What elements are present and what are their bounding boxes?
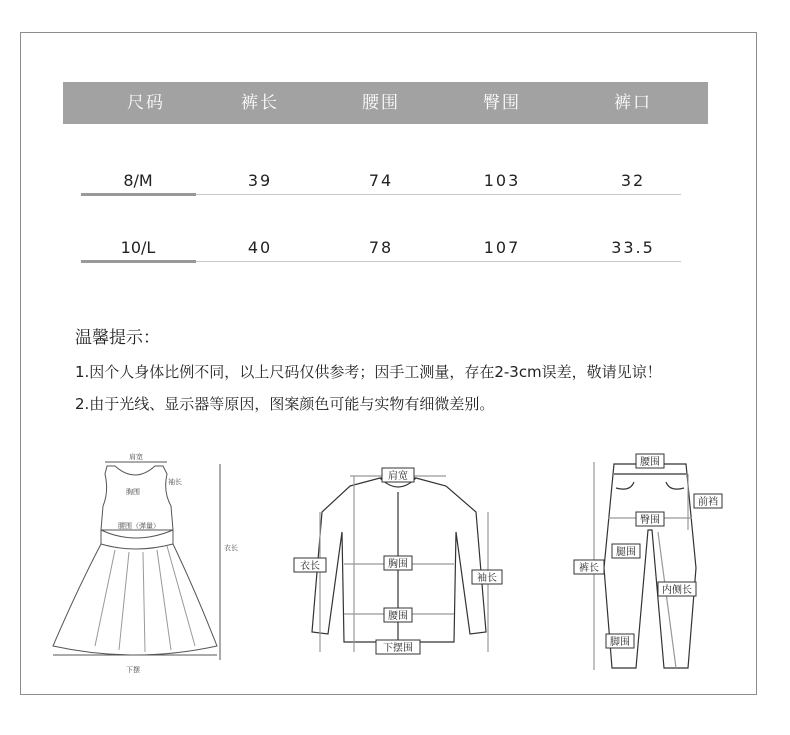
row-accent-line (81, 193, 196, 196)
dress-chest-label: 胸围 (126, 488, 140, 496)
row-divider (196, 194, 681, 195)
pants-diagram (570, 448, 730, 676)
header-length: 裤长 (241, 93, 279, 113)
dress-diagram (45, 450, 245, 678)
shirt-sleeve-label: 袖长 (477, 573, 497, 584)
row-divider (196, 261, 681, 262)
tips-title: 温馨提示： (75, 328, 160, 348)
row-accent-line (81, 260, 196, 263)
shirt-waist-label: 腰围 (388, 611, 408, 622)
cell-size: 8/M (123, 171, 153, 190)
shirt-length-label: 衣长 (300, 561, 320, 572)
cell-waist: 78 (368, 238, 394, 257)
tip-line-1: 1.因个人身体比例不同，以上尺码仅供参考；因手工测量，存在2-3cm误差，敬请见谅！ (75, 363, 662, 381)
shirt-shoulder-label: 肩宽 (388, 471, 408, 482)
dress-length-label: 衣长 (224, 544, 238, 552)
table-row (0, 166, 790, 196)
cell-length: 40 (247, 238, 273, 257)
header-leg-opening: 裤口 (614, 93, 652, 113)
pants-waist-label: 腰围 (640, 457, 660, 468)
dress-hem-label: 下摆 (126, 666, 140, 674)
cell-hip: 103 (483, 171, 521, 190)
dress-shoulder-label: 肩宽 (129, 453, 143, 461)
tip-line-2: 2.由于光线、显示器等原因，图案颜色可能与实物有细微差别。 (75, 395, 495, 413)
cell-length: 39 (247, 171, 273, 190)
header-waist: 腰围 (362, 93, 400, 113)
cell-size: 10/L (120, 238, 156, 257)
cell-leg-opening: 33.5 (611, 238, 655, 257)
header-size: 尺码 (127, 93, 165, 113)
pants-thigh-label: 腿围 (616, 547, 636, 558)
pants-hip-label: 臀围 (640, 515, 660, 526)
shirt-diagram (288, 462, 508, 662)
pants-cuff-label: 脚围 (610, 637, 630, 648)
pants-inseam-label: 内侧长 (662, 585, 692, 596)
header-hip: 臀围 (483, 93, 521, 113)
pants-length-label: 裤长 (579, 563, 599, 574)
dress-sleeve-label: 袖长 (168, 478, 182, 486)
pants-front-rise-label: 前裆 (698, 497, 718, 508)
cell-hip: 107 (483, 238, 521, 257)
dress-waist-label: 腰围（弹量） (118, 522, 160, 530)
shirt-hem-label: 下摆围 (383, 643, 413, 654)
table-row (0, 233, 790, 263)
cell-waist: 74 (368, 171, 394, 190)
cell-leg-opening: 32 (620, 171, 646, 190)
shirt-chest-label: 胸围 (388, 559, 408, 570)
size-table-header (63, 82, 708, 124)
